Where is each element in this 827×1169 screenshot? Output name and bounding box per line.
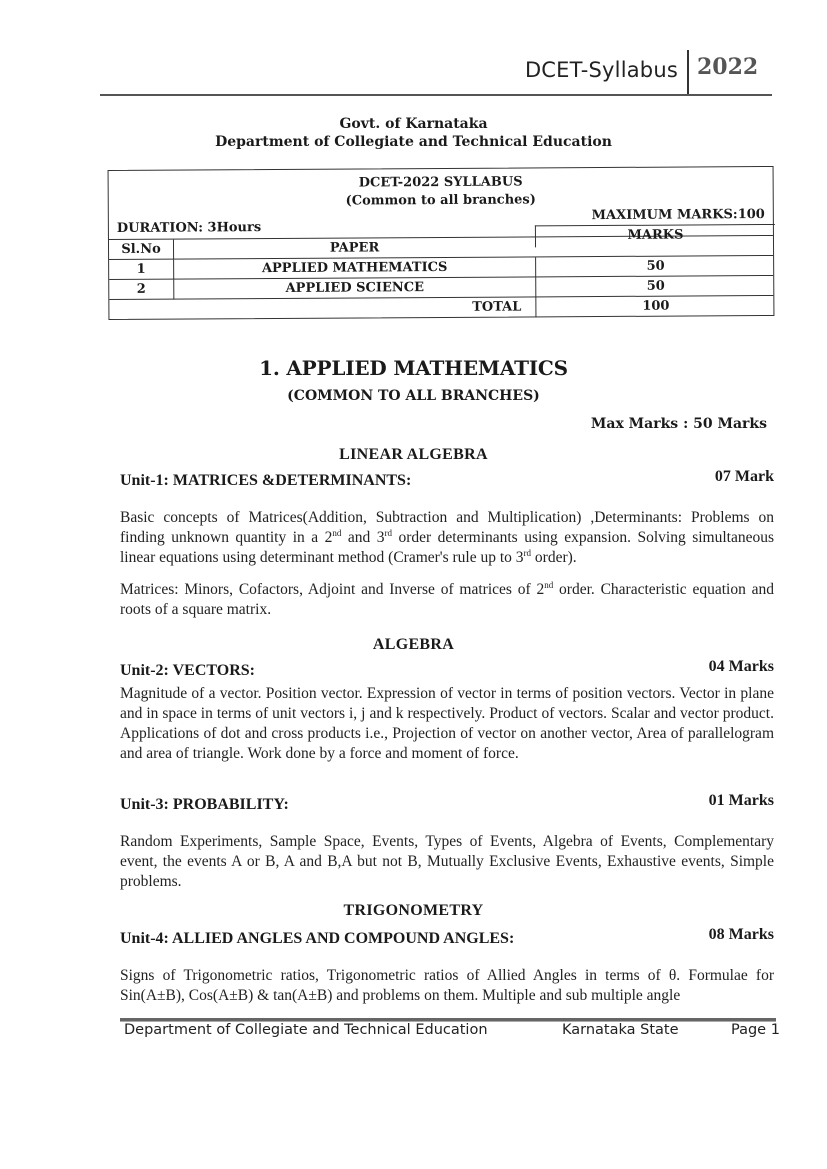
row-marks: 50 bbox=[535, 256, 775, 277]
unit-4-marks: 08 Marks bbox=[708, 926, 774, 943]
text: Basic concepts of Matrices(Addition, Subtraction and Multiplication) ,Determinants: Problems on finding unknown quantity in a 2 bbox=[120, 509, 774, 546]
unit-1-label: Unit-1: MATRICES &DETERMINANTS: bbox=[120, 472, 412, 489]
text: and 3 bbox=[341, 529, 385, 546]
row-slno: 1 bbox=[136, 261, 146, 277]
unit-1-paragraph-1 bbox=[120, 508, 774, 568]
row-paper: APPLIED SCIENCE bbox=[173, 277, 535, 299]
topic-algebra: ALGEBRA bbox=[372, 636, 455, 653]
govt-label: Govt. of Karnataka bbox=[339, 116, 488, 132]
unit-4-label: Unit-4: ALLIED ANGLES AND COMPOUND ANGLES: bbox=[120, 930, 515, 947]
col-header-paper: PAPER bbox=[173, 237, 535, 259]
superscript: nd bbox=[544, 579, 554, 590]
superscript: rd bbox=[523, 547, 532, 558]
footer-department: Department of Collegiate and Technical Education bbox=[124, 1022, 488, 1038]
duration-label: DURATION: 3Hours bbox=[116, 220, 262, 236]
footer-page-number: Page 1 bbox=[731, 1022, 780, 1038]
topic-trigonometry: TRIGONOMETRY bbox=[343, 902, 484, 919]
unit-4-heading bbox=[120, 926, 774, 948]
row-slno: 2 bbox=[136, 281, 146, 297]
footer-state: Karnataka State bbox=[562, 1022, 679, 1038]
superscript: rd bbox=[384, 527, 392, 538]
table-title: DCET-2022 SYLLABUS bbox=[358, 174, 523, 191]
text: order. Characteristic equation and roots of a square matrix. bbox=[120, 581, 775, 618]
total-value: 100 bbox=[535, 296, 775, 317]
section-subtitle: (COMMON TO ALL BRANCHES) bbox=[287, 388, 540, 404]
page-header bbox=[100, 44, 772, 100]
table-subtitle: (Common to all branches) bbox=[345, 192, 536, 209]
row-marks: 50 bbox=[535, 276, 775, 297]
unit-1-paragraph-2 bbox=[120, 580, 774, 620]
unit-3-marks: 01 Marks bbox=[708, 792, 774, 809]
row-paper: APPLIED MATHEMATICS bbox=[173, 257, 535, 279]
unit-3-label: Unit-3: PROBABILITY: bbox=[120, 796, 289, 813]
total-label: TOTAL bbox=[472, 299, 522, 315]
topic-linear-algebra: LINEAR ALGEBRA bbox=[339, 446, 488, 463]
unit-1-marks: 07 Mark bbox=[714, 468, 774, 485]
unit-4-paragraph: Signs of Trigonometric ratios, Trigonometric ratios of Allied Angles in terms of θ. Formulae for Sin(A±B), Cos(A±B) & tan(A±B) and problems on them. Multiple and sub multiple angle bbox=[120, 967, 774, 1004]
section-title: 1. APPLIED MATHEMATICS bbox=[259, 356, 568, 380]
header-year: 2022 bbox=[697, 54, 759, 80]
unit-2-marks: 04 Marks bbox=[708, 658, 774, 675]
section-max-marks: Max Marks : 50 Marks bbox=[590, 416, 767, 432]
department-label: Department of Collegiate and Technical Education bbox=[215, 134, 612, 150]
superscript: nd bbox=[332, 527, 342, 538]
unit-1-heading bbox=[120, 468, 774, 490]
text: order determinants using expansion. Solving simultaneous linear equations using determinant method (Cramer's rule up to 3 bbox=[120, 529, 774, 566]
col-header-slno: Sl.No bbox=[121, 241, 161, 257]
header-rule bbox=[100, 94, 772, 96]
text: Matrices: Minors, Cofactors, Adjoint and Inverse of matrices of 2 bbox=[120, 581, 545, 598]
unit-2-paragraph: Magnitude of a vector. Position vector. Expression of vector in terms of position vectors. Vector in plane and in space in terms of unit vectors i, j and k respectively. Product of vectors. Scalar and vector product. Applications of dot and cross products i.e., Projection of vector on another vector, Area of parallelogram and area of triangle. Work done by a force and moment of force. bbox=[120, 685, 774, 762]
unit-3-paragraph: Random Experiments, Sample Space, Events, Types of Events, Algebra of Events, Complementary event, the events A or B, A and B,A but not B, Mutually Exclusive Events, Exhaustive events, Simple problems. bbox=[120, 833, 774, 890]
text: order). bbox=[531, 549, 577, 566]
header-title: DCET-Syllabus bbox=[524, 58, 678, 82]
table-total-row bbox=[109, 295, 773, 320]
summary-table bbox=[108, 166, 775, 320]
header-separator bbox=[687, 50, 689, 94]
unit-3-heading bbox=[120, 792, 774, 814]
unit-2-label: Unit-2: VECTORS: bbox=[120, 662, 255, 679]
max-marks-label: MAXIMUM MARKS:100 bbox=[591, 207, 765, 224]
col-header-marks: MARKS bbox=[535, 224, 775, 247]
unit-2-heading bbox=[120, 658, 774, 680]
